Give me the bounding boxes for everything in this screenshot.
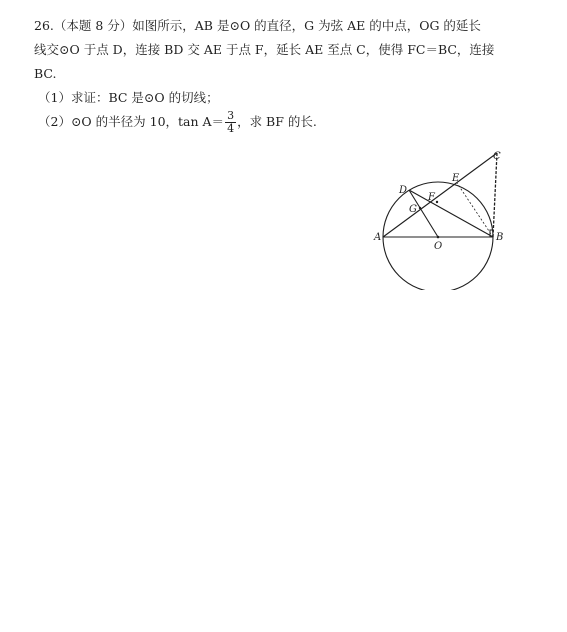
problem-line-1: 26.（本题 8 分）如图所示，AB 是⊙O 的直径，G 为弦 AE 的中点，OG 的延长 — [34, 18, 481, 33]
fraction-numerator: 3 — [227, 109, 235, 122]
question-2 — [34, 110, 534, 135]
geometry-svg — [372, 145, 512, 290]
label-a: A — [374, 232, 382, 243]
segment-bc — [493, 153, 497, 237]
tan-fraction — [225, 110, 236, 135]
point-o — [437, 236, 440, 239]
point-g — [419, 207, 421, 209]
label-e: E — [452, 173, 460, 184]
question-2-text: （2）⊙O 的半径为 10，tan A＝ — [38, 114, 225, 129]
point-f — [436, 201, 438, 203]
label-d: D — [399, 185, 408, 196]
problem-line-2: 线交⊙O 于点 D，连接 BD 交 AE 于点 F，延长 AE 至点 C，使得 FC＝BC，连接 — [34, 42, 495, 57]
label-g: G — [409, 204, 417, 215]
label-c: C — [493, 151, 501, 162]
label-b: B — [496, 232, 504, 243]
label-o: O — [434, 241, 443, 252]
problem-text — [34, 14, 534, 135]
question-1: （1）求证：BC 是⊙O 的切线； — [38, 90, 219, 105]
fraction-denominator: 4 — [227, 122, 235, 135]
segment-bd — [409, 190, 493, 237]
problem-line-3: BC. — [34, 66, 57, 81]
segment-be — [457, 183, 493, 237]
label-f: F — [428, 192, 435, 203]
geometry-figure — [372, 145, 512, 290]
question-2-tail: ，求 BF 的长. — [237, 114, 317, 129]
